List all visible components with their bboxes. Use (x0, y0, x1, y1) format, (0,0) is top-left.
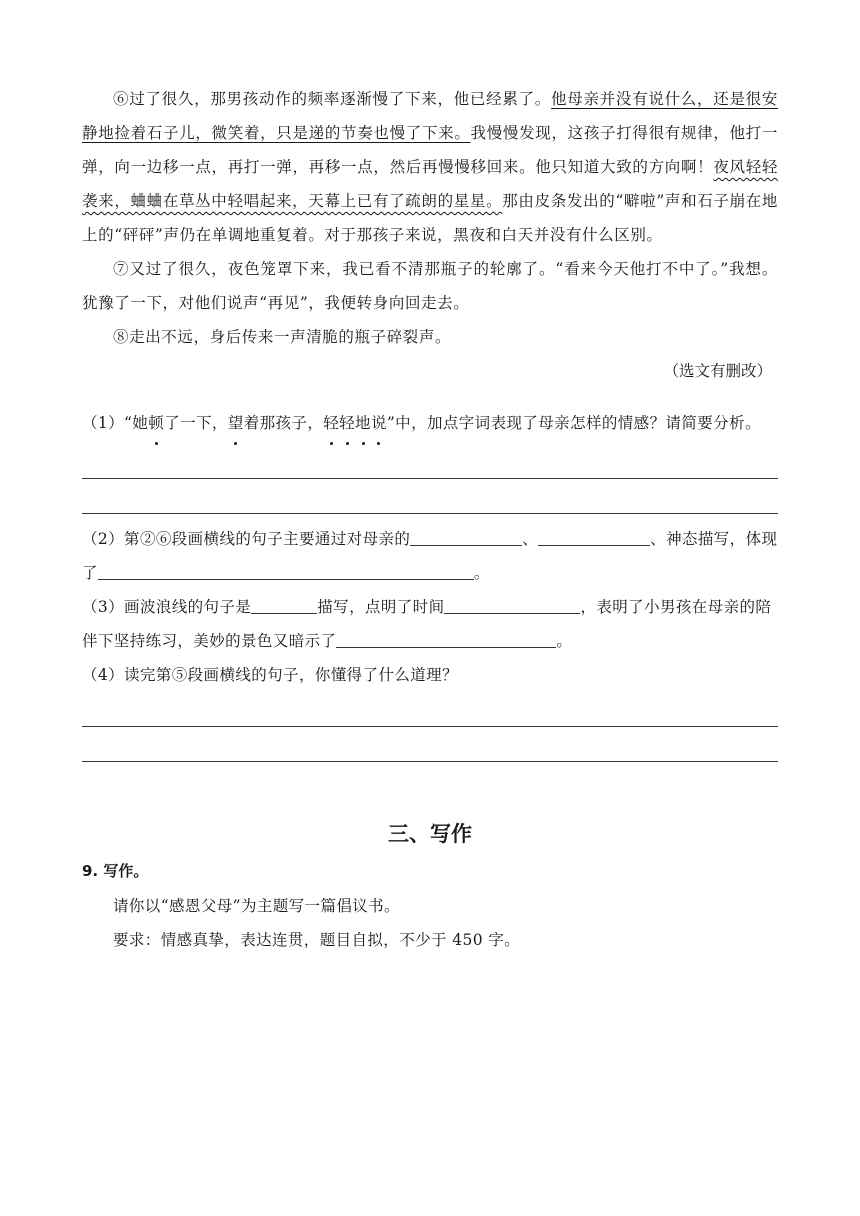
q3-text: （3）画波浪线的句子是 (82, 598, 252, 616)
q1-text: 着那孩子， (243, 414, 324, 432)
q1-text: ”中，加点字词表现了母亲怎样的情感？请简要分析。 (386, 414, 761, 432)
answer-line-q1-2[interactable] (82, 479, 778, 514)
blank-q2-1[interactable] (410, 525, 522, 546)
writing-prompt: 请你以“感恩父母”为主题写一篇倡议书。 (113, 897, 400, 915)
blank-q2-3[interactable] (98, 559, 474, 580)
p6-text-e: 那由皮条发出的“噼啦”声和石子崩在地上的“砰砰”声仍在单调地重复着。对于那孩子来说，黑夜和白天并没有什么区别。 (82, 192, 778, 244)
section-title-writing: 三、写作 (388, 822, 472, 846)
source-note: （选文有删改） (663, 362, 772, 380)
q3-text: ，表明了小男孩在母亲的陪伴下坚持练习，美妙的景色又暗示了 (82, 598, 772, 650)
blank-q3-2[interactable] (444, 593, 580, 614)
dotted-char: 地 (355, 406, 371, 440)
dotted-char: 说 (371, 406, 387, 440)
dotted-char: 轻 (323, 406, 339, 440)
exam-page (82, 82, 778, 957)
answer-line-q4-2[interactable] (82, 727, 778, 762)
passage-paragraph-7: ⑦又过了很久，夜色笼罩下来，我已看不清那瓶子的轮廓了。“看来今天他打不中了。”我想。犹豫了一下，对他们说声“再见”，我便转身向回走去。 (82, 260, 778, 312)
passage-paragraph-8: ⑧走出不远，身后传来一声清脆的瓶子碎裂声。 (113, 328, 452, 346)
p6-underlined-sentence: 他母亲并没有说什么，还是很安静地捡着石子儿，微笑着，只是递的节奏也慢了下来。 (82, 90, 779, 142)
q3-text: 描写，点明了时间 (317, 598, 445, 616)
q3-text: 。 (556, 632, 573, 650)
p6-text-c: 我慢慢发现，这孩子打得很有规律，他打一弹，向一边移一点，再打一弹，再移一点，然后再慢慢移回来。他只知道大致的方向啊！ (82, 124, 778, 176)
dotted-char: 望 (228, 406, 244, 440)
q2-text: 、 (522, 530, 539, 548)
passage-paragraph-6 (82, 82, 778, 252)
writing-requirement: 要求：情感真挚，表达连贯，题目自拟，不少于 450 字。 (113, 931, 521, 949)
p6-text-a: ⑥过了很久，那男孩动作的频率逐渐慢了下来，他已经累了。 (113, 90, 552, 108)
question-2 (82, 522, 778, 590)
q2-text: 。 (473, 564, 490, 582)
q2-text: （2）第②⑥段画横线的句子主要通过对母亲的 (82, 530, 411, 548)
blank-q3-1[interactable] (251, 593, 317, 614)
dotted-char: 顿 (148, 406, 164, 440)
blank-q3-3[interactable] (336, 627, 556, 648)
answer-line-q4-1[interactable] (82, 692, 778, 727)
p6-wavy-sentence: 夜风轻轻袭来，蛐蛐在草丛中轻唱起来，天幕上已有了疏朗的星星。 (82, 158, 778, 210)
blank-q2-2[interactable] (538, 525, 650, 546)
question-4: （4）读完第⑤段画横线的句子，你懂得了什么道理？ (82, 666, 458, 684)
q1-text: （1）“她 (82, 414, 149, 432)
question-1 (82, 406, 778, 440)
dotted-char: 轻 (339, 406, 355, 440)
q2-text: 、神态描写，体现了 (82, 530, 778, 582)
question-9-title: 9. 写作。 (82, 862, 149, 880)
answer-line-q1-1[interactable] (82, 444, 778, 479)
q1-text: 了一下， (164, 414, 228, 432)
question-3 (82, 590, 778, 658)
